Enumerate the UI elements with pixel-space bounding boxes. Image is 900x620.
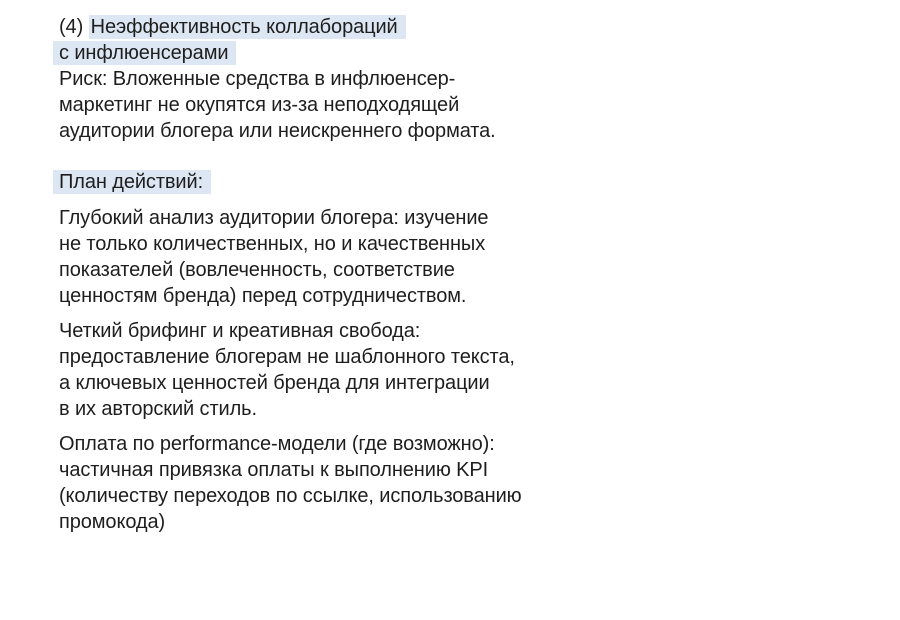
risk-description-line: аудитории блогера или неискреннего формата. [59, 120, 496, 142]
risk-section [59, 14, 579, 144]
risk-title-highlight-2: с инфлюенсерами [53, 41, 236, 65]
risk-description-line: маркетинг не окупятся из-за неподходящей [59, 94, 460, 116]
plan-paragraph-audience-analysis [59, 205, 579, 309]
paragraph-line: в их авторский стиль. [59, 398, 257, 420]
paragraph-line: Четкий брифинг и креативная свобода: [59, 320, 421, 342]
plan-paragraph-performance-payment [59, 431, 579, 535]
paragraph-line: Оплата по performance-модели (где возможно): [59, 433, 495, 455]
paragraph-line: не только количественных, но и качественных [59, 233, 486, 255]
paragraph-line: а ключевых ценностей бренда для интеграции [59, 372, 490, 394]
paragraph-line: Глубокий анализ аудитории блогера: изучение [59, 207, 489, 229]
risk-number: (4) [59, 16, 84, 38]
plan-heading-row [59, 169, 579, 195]
plan-paragraph-briefing [59, 318, 579, 422]
document-body [59, 14, 579, 544]
risk-description-line: Риск: Вложенные средства в инфлюенсер- [59, 68, 456, 90]
risk-title-line-1 [59, 14, 579, 40]
paragraph-line: частичная привязка оплаты к выполнению KPI [59, 459, 489, 481]
paragraph-line: (количеству переходов по ссылке, использованию [59, 485, 522, 507]
paragraph-line: предоставление блогерам не шаблонного текста, [59, 346, 515, 368]
paragraph-line: показателей (вовлеченность, соответствие [59, 259, 455, 281]
paragraph-line: промокода) [59, 511, 166, 533]
paragraph-line: ценностям бренда) перед сотрудничеством. [59, 285, 467, 307]
risk-title-line-2 [59, 40, 579, 66]
risk-title-highlight-1: Неэффективность коллабораций [89, 15, 406, 39]
plan-heading: План действий: [53, 170, 211, 194]
